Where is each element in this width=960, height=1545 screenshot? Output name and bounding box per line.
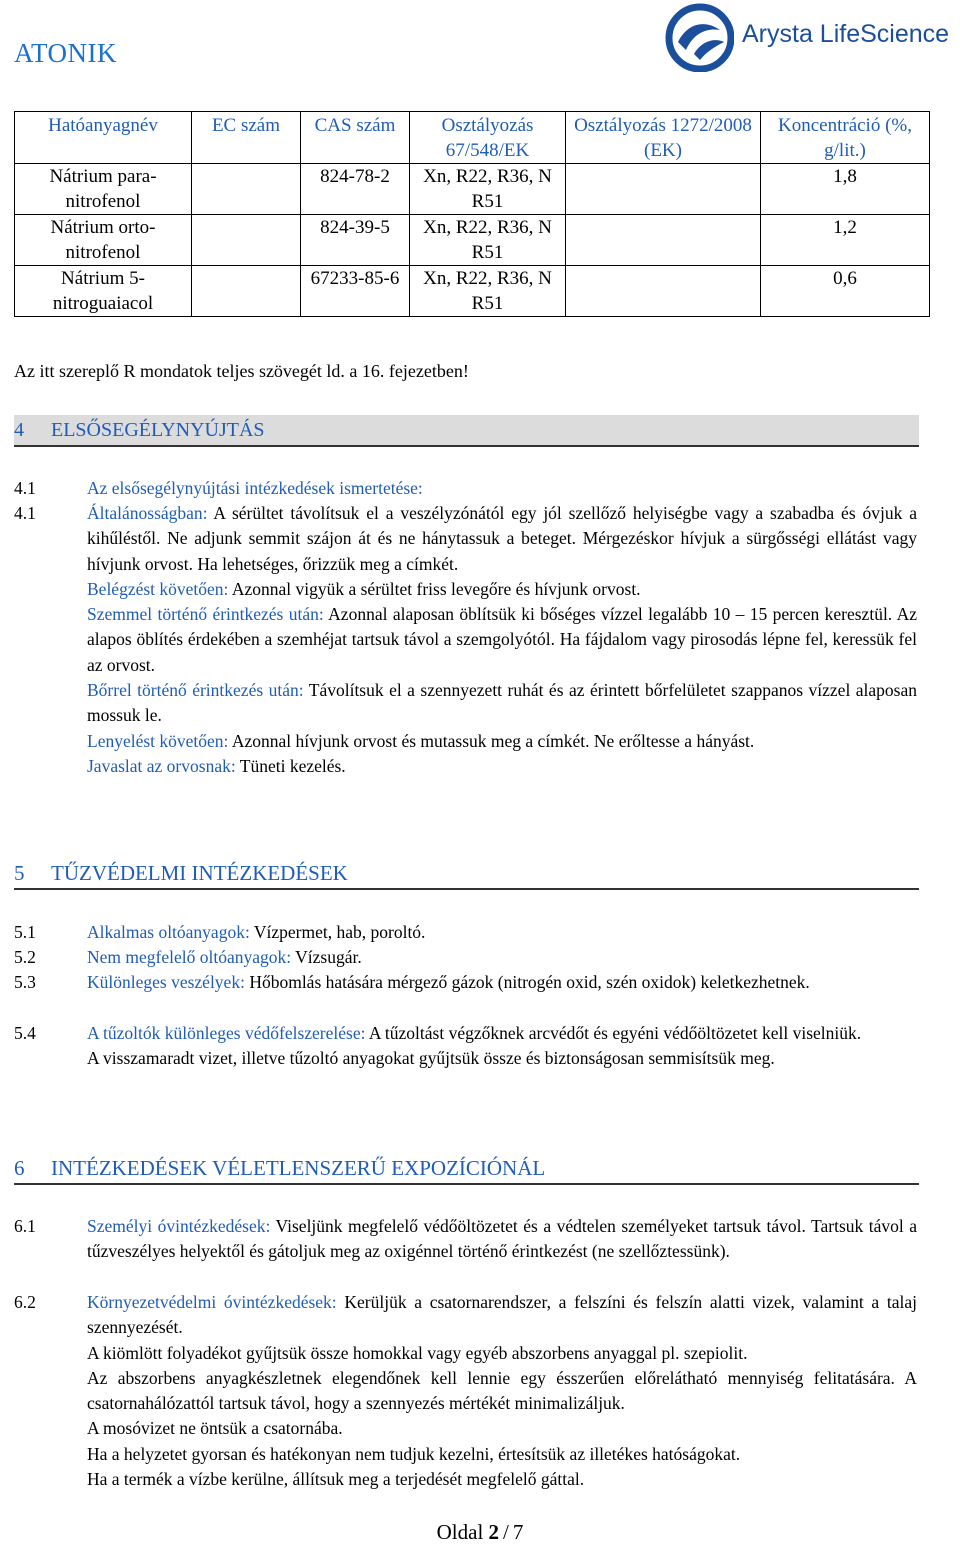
- item-paragraph: Az abszorbens anyagkészletnek elegendőnek kell lennie egy ésszerűen előrelátható mennyiség felitatására. A csatornahálózattól tartsuk távol, hogy a szennyezés mértékét minimalizáljuk.: [87, 1367, 917, 1414]
- general-text: A sérültet távolítsuk el a veszélyzónától egy jól szellőző helyiségbe vagy a szabadba és óvjuk a kihűléstől. Ne adjunk semmit szájon át és ne hánytassuk a beteget. Mérgezéskor hívjuk a sürgősségi ellátást vagy hívjunk orvost. Ha lehetséges, őrizzük meg a címkét.: [87, 503, 917, 574]
- item-paragraph: A mosóvizet ne öntsük a csatornába.: [87, 1418, 343, 1439]
- section-4-heading: [14, 417, 265, 443]
- cell-cas: 824-78-2: [301, 164, 410, 215]
- item-text-extra: A visszamaradt vizet, illetve tűzoltó anyagokat gyűjtsük össze és biztonságosan semmisítsük meg.: [87, 1048, 775, 1069]
- item-text: Kerüljük a csatornarendszer, a felszíni és felszín alatti vizek, valamint a talaj szennyezését.: [87, 1292, 917, 1338]
- page-separator: /: [503, 1520, 509, 1544]
- item-4-1-details: [14, 501, 917, 779]
- logo-text: Arysta LifeScience: [742, 20, 950, 48]
- cell-cas: 824-39-5: [301, 215, 410, 266]
- general-paragraph: [87, 501, 917, 577]
- ingestion-paragraph: [87, 729, 917, 754]
- item-text: Viseljünk megfelelő védőöltözetet és a védtelen személyeket tartsuk távol. Tartsuk távol a tűzveszélyes helyektől és gátoljuk meg az oxigénnel történő érintkezést (ne szellőztessünk).: [87, 1216, 917, 1262]
- item-text: Vízpermet, hab, poroltó.: [249, 922, 426, 942]
- item-label: Az elsősegélynyújtási intézkedések ismertetése:: [87, 478, 423, 498]
- ingestion-text: Azonnal hívjunk orvost és mutassuk meg a címkét. Ne erőltesse a hányást.: [228, 730, 755, 751]
- inhalation-text: Azonnal vigyük a sérültet friss levegőre és hívjunk orvost.: [228, 578, 641, 599]
- cell-class-67-548: Xn, R22, R36, N R51: [410, 215, 566, 266]
- general-label: Általánosságban:: [87, 503, 208, 523]
- cell-substance: Nátrium 5-nitroguaiacol: [15, 266, 192, 317]
- item-6-2: [14, 1290, 917, 1492]
- item-number: 5.2: [14, 947, 36, 967]
- item-5-2: [14, 945, 917, 970]
- section-5-rule: [14, 888, 919, 890]
- doctor-advice-label: Javaslat az orvosnak:: [87, 755, 236, 776]
- item-5-4: [14, 1021, 917, 1072]
- page-footer: [0, 1520, 960, 1545]
- header-class-1272: Osztályozás 1272/2008 (EK): [566, 112, 761, 164]
- page-number: 2: [488, 1520, 500, 1544]
- item-number: 5.1: [14, 922, 36, 942]
- section-title: ELSŐSEGÉLYNYÚJTÁS: [51, 419, 265, 441]
- section-6-heading: [14, 1155, 545, 1181]
- r-phrases-note: Az itt szereplő R mondatok teljes szövegét ld. a 16. fejezetben!: [14, 361, 469, 381]
- item-number: 5.4: [14, 1023, 36, 1043]
- item-paragraph: Ha a termék a vízbe kerülne, állítsuk meg a terjedését megfelelő gáttal.: [87, 1469, 585, 1490]
- eye-contact-label: Szemmel történő érintkezés után:: [87, 604, 324, 625]
- cell-concentration: 1,8: [761, 164, 930, 215]
- cell-ec: [192, 215, 301, 266]
- item-label: Nem megfelelő oltóanyagok:: [87, 947, 292, 967]
- cell-substance: Nátrium orto-nitrofenol: [15, 215, 192, 266]
- item-paragraph: A kiömlött folyadékot gyűjtsük össze homokkal vagy egyéb abszorbens anyaggal pl. szepiolit.: [87, 1342, 748, 1363]
- doctor-advice-paragraph: [87, 754, 917, 779]
- table-header-row: [15, 112, 930, 164]
- section-6-rule: [14, 1183, 919, 1185]
- cell-class-1272: [566, 164, 761, 215]
- skin-contact-label: Bőrrel történő érintkezés után:: [87, 680, 304, 701]
- doctor-advice-text: Tüneti kezelés.: [235, 755, 346, 776]
- section-title: INTÉZKEDÉSEK VÉLETLENSZERŰ EXPOZÍCIÓNÁL: [51, 1156, 546, 1180]
- cell-concentration: 1,2: [761, 215, 930, 266]
- item-number: 6.1: [14, 1216, 36, 1236]
- cell-substance: Nátrium para-nitrofenol: [15, 164, 192, 215]
- item-label: Környezetvédelmi óvintézkedések:: [87, 1292, 337, 1312]
- item-label: Különleges veszélyek:: [87, 972, 245, 992]
- ingredients-table: [14, 111, 930, 317]
- inhalation-label: Belégzést követően:: [87, 578, 229, 599]
- item-number: 4.1: [14, 478, 36, 498]
- item-label: Alkalmas oltóanyagok:: [87, 922, 250, 942]
- cell-concentration: 0,6: [761, 266, 930, 317]
- skin-contact-text: Távolítsuk el a szennyezett ruhát és az érintett bőrfelületet szappanos vízzel alaposan mossuk le.: [87, 680, 917, 726]
- eye-contact-text: Azonnal alaposan öblítsük ki bőséges vízzel legalább 10 – 15 percen keresztül. Az alapos öblítés érdekében a szemhéjat tartsuk távol a szemgolyótól. Ha fájdalom vagy pirosodás lépne fel, keressük fel az orvost.: [87, 604, 917, 675]
- table-row: [15, 215, 930, 266]
- item-text: Vízsugár.: [291, 947, 362, 967]
- table-row: [15, 266, 930, 317]
- item-4-1-intro: [14, 476, 917, 501]
- header-substance: Hatóanyagnév: [15, 112, 192, 164]
- table-row: [15, 164, 930, 215]
- section-title: TŰZVÉDELMI INTÉZKEDÉSEK: [51, 861, 348, 885]
- document-title: ATONIK: [14, 38, 117, 68]
- ingestion-label: Lenyelést követően:: [87, 730, 229, 751]
- section-5-heading: [14, 860, 348, 886]
- item-label: Személyi óvintézkedések:: [87, 1216, 271, 1236]
- section-number: 6: [14, 1156, 25, 1180]
- item-paragraph: Ha a helyzetet gyorsan és hatékonyan nem tudjuk kezelni, értesítsük az illetékes hatóságokat.: [87, 1443, 741, 1464]
- header-cas: CAS szám: [301, 112, 410, 164]
- cell-ec: [192, 164, 301, 215]
- cell-class-67-548: Xn, R22, R36, N R51: [410, 266, 566, 317]
- company-logo: [664, 2, 960, 72]
- header-class-67-548: Osztályozás 67/548/EK: [410, 112, 566, 164]
- page-total: 7: [512, 1520, 524, 1544]
- item-number: 4.1: [14, 503, 36, 523]
- cell-cas: 67233-85-6: [301, 266, 410, 317]
- section-number: 5: [14, 861, 25, 885]
- item-text: A tűzoltást végzőknek arcvédőt és egyéni védőöltözetet kell viselniük.: [365, 1023, 862, 1043]
- item-5-3: [14, 970, 917, 995]
- inhalation-paragraph: [87, 577, 917, 602]
- section-number: 4: [14, 419, 24, 441]
- cell-class-67-548: Xn, R22, R36, N R51: [410, 164, 566, 215]
- item-5-1: [14, 920, 917, 945]
- arysta-logo-icon: [664, 2, 734, 72]
- item-6-1: [14, 1214, 917, 1265]
- skin-contact-paragraph: [87, 678, 917, 729]
- page-label: Oldal: [436, 1520, 484, 1544]
- item-text: Hőbomlás hatására mérgező gázok (nitrogén oxid, szén oxidok) keletkezhetnek.: [244, 972, 810, 992]
- item-number: 6.2: [14, 1292, 36, 1312]
- item-label: A tűzoltók különleges védőfelszerelése:: [87, 1023, 366, 1043]
- cell-ec: [192, 266, 301, 317]
- eye-contact-paragraph: [87, 602, 917, 678]
- header-concentration: Koncentráció (%, g/lit.): [761, 112, 930, 164]
- header-ec: EC szám: [192, 112, 301, 164]
- cell-class-1272: [566, 266, 761, 317]
- item-number: 5.3: [14, 972, 36, 992]
- cell-class-1272: [566, 215, 761, 266]
